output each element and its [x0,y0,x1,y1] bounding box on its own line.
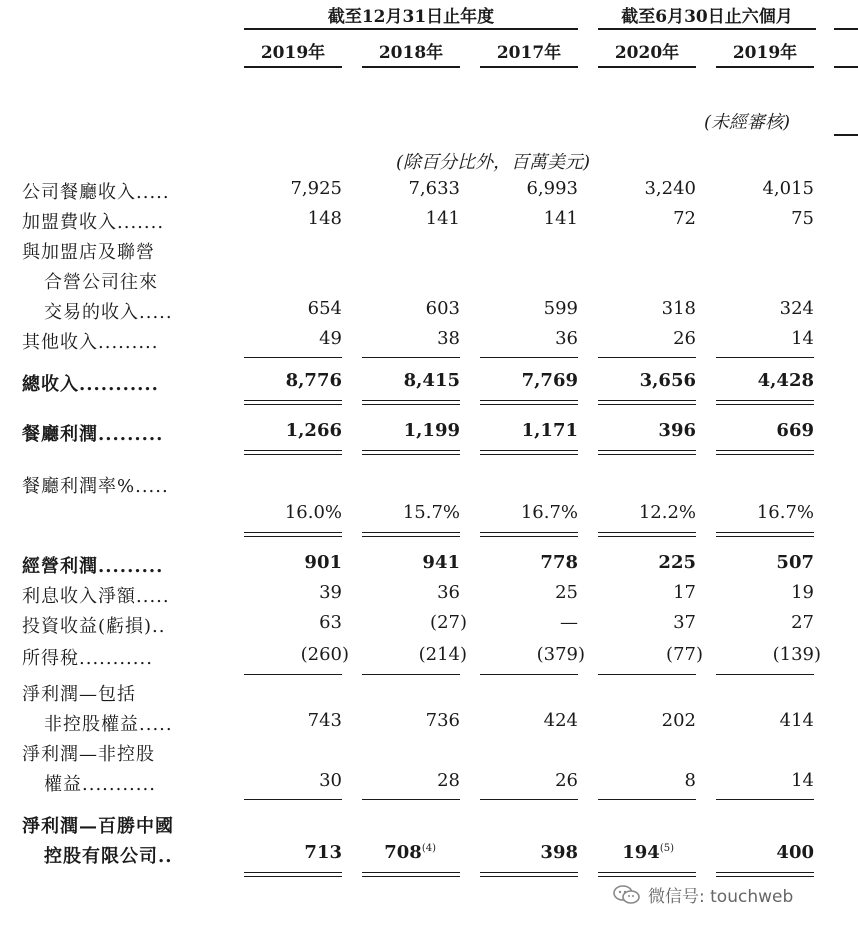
divider [716,872,814,873]
cell: 63 [319,612,342,633]
divider [480,450,578,451]
divider [480,400,578,401]
cell: 7,925 [290,178,342,199]
divider [480,66,578,68]
cell: 743 [307,710,342,731]
cell: 669 [776,420,814,441]
divider [716,532,814,533]
cell: 507 [776,552,814,573]
cell: 28 [437,770,460,791]
cell: 37 [673,612,696,633]
divider [480,404,578,405]
cell: 202 [661,710,696,731]
cell: 16.0% [284,502,342,523]
cell: 30 [319,770,342,791]
divider [598,28,816,30]
divider [598,876,696,877]
footnote-marker[interactable]: (4) [421,843,436,854]
divider [244,404,342,405]
wechat-icon [612,884,642,906]
cell-value: 194 [622,842,660,863]
cell: 75 [791,208,814,229]
divider [716,876,814,877]
cell: 17 [673,582,696,603]
cell: 713 [304,842,342,863]
divider [598,450,696,451]
cell: 4,428 [757,370,814,391]
divider [362,454,460,455]
cell: 15.7% [402,502,460,523]
divider [598,799,696,800]
divider [598,536,696,537]
year-col-4: 2020年 [614,43,680,63]
row-label-operating-profit: 經營利潤......... [22,556,164,577]
divider [362,404,460,405]
cell: 16.7% [756,502,814,523]
cell: 3,240 [644,178,696,199]
divider [716,536,814,537]
cell: 3,656 [639,370,696,391]
cell: 778 [540,552,578,573]
divider [362,532,460,533]
cell: 8,415 [403,370,460,391]
cell: 25 [555,582,578,603]
footnote-marker[interactable]: (5) [659,843,674,854]
row-label-net-income-yum-china-2: 控股有限公司.. [44,846,173,867]
divider [244,876,342,877]
divider [244,357,342,358]
cell: (379) [536,644,585,665]
divider [244,872,342,873]
divider [362,66,460,68]
cell: 26 [555,770,578,791]
cell: 49 [319,328,342,349]
cell-with-footnote [574,842,674,863]
cell: 36 [437,582,460,603]
cell: 141 [543,208,578,229]
row-label-restaurant-margin: 餐廳利潤率%..... [22,476,169,497]
divider [834,134,858,136]
cell: 599 [543,298,578,319]
header-annual: 截至12月31日止年度 [327,7,495,27]
divider [598,404,696,405]
cell: 603 [425,298,460,319]
divider [244,674,342,675]
divider [716,799,814,800]
divider [362,536,460,537]
cell: 1,199 [403,420,460,441]
cell: 19 [791,582,814,603]
cell: 12.2% [638,502,696,523]
divider [598,454,696,455]
divider [716,400,814,401]
cell-value: 708 [384,842,422,863]
divider [244,450,342,451]
divider [244,532,342,533]
cell: 736 [425,710,460,731]
cell: 400 [776,842,814,863]
cell: 4,015 [762,178,814,199]
cell: 324 [779,298,814,319]
row-label-other-revenue: 其他收入......... [22,332,159,353]
year-col-1: 2019年 [260,43,326,63]
cell: 7,769 [521,370,578,391]
cell: 27 [791,612,814,633]
header-half: 截至6月30日止六個月 [621,7,793,27]
row-label-net-income-nci: 淨利潤—非控股 [22,744,155,765]
cell: (27) [430,612,467,633]
year-col-2: 2018年 [378,43,444,63]
divider [834,66,858,68]
divider [716,450,814,451]
cell: 654 [307,298,342,319]
cell: 414 [779,710,814,731]
cell: (260) [300,644,349,665]
cell: 39 [319,582,342,603]
row-label-net-income-incl-nci-2: 非控股權益..... [44,714,173,735]
divider [362,799,460,800]
divider [598,674,696,675]
cell: 72 [673,208,696,229]
divider [480,799,578,800]
divider [598,400,696,401]
divider [362,876,460,877]
cell: 1,266 [285,420,342,441]
cell: — [560,612,578,633]
watermark [612,882,793,907]
cell: 225 [658,552,696,573]
row-label-investment-gain: 投資收益(虧損).. [22,616,166,637]
cell: 396 [658,420,696,441]
row-label-franchisee-revenue: 與加盟店及聯營 [22,242,155,263]
divider [244,28,578,30]
cell: (77) [666,644,703,665]
cell: 26 [673,328,696,349]
divider [362,357,460,358]
row-label-net-income-nci-2: 權益........... [44,774,156,795]
watermark-text: 微信号: touchweb [648,887,794,907]
divider [716,454,814,455]
cell: 14 [791,770,814,791]
row-label-total-revenue: 總收入........... [22,374,159,395]
cell: 8 [684,770,696,791]
row-label-net-income-yum-china: 淨利潤—百勝中國 [22,816,174,837]
divider [480,536,578,537]
cell: 7,633 [408,178,460,199]
divider [480,532,578,533]
divider [834,28,858,30]
cell: 6,993 [526,178,578,199]
cell-with-footnote [336,842,436,863]
cell: 901 [304,552,342,573]
row-label-franchise-fees: 加盟費收入....... [22,212,165,233]
unit-note: (除百分比外，百萬美元) [396,152,591,173]
divider [362,872,460,873]
cell: 1,171 [521,420,578,441]
cell: 941 [422,552,460,573]
row-label-franchisee-revenue-2: 合營公司往來 [44,272,158,293]
divider [244,66,342,68]
divider [244,400,342,401]
cell: 424 [543,710,578,731]
divider [244,454,342,455]
divider [480,357,578,358]
cell: 148 [307,208,342,229]
cell: 8,776 [285,370,342,391]
cell: 14 [791,328,814,349]
unaudited-note: (未經審核) [704,112,791,133]
divider [598,357,696,358]
cell: 398 [540,842,578,863]
row-label-restaurant-profit: 餐廳利潤......... [22,424,164,445]
divider [598,66,696,68]
divider [244,536,342,537]
cell: 141 [425,208,460,229]
cell: (214) [418,644,467,665]
cell: 318 [661,298,696,319]
row-label-company-restaurant-revenue: 公司餐廳收入..... [22,182,170,203]
divider [598,872,696,873]
divider [362,450,460,451]
divider [716,404,814,405]
row-label-net-income-incl-nci: 淨利潤—包括 [22,684,136,705]
year-col-5: 2019年 [732,43,798,63]
row-label-interest-income: 利息收入淨額..... [22,586,170,607]
divider [244,799,342,800]
cell: (139) [772,644,821,665]
divider [716,357,814,358]
row-label-franchisee-revenue-3: 交易的收入..... [44,302,173,323]
divider [480,872,578,873]
divider [716,674,814,675]
cell: 38 [437,328,460,349]
divider [362,674,460,675]
divider [480,674,578,675]
row-label-income-tax: 所得稅........... [22,648,153,669]
divider [480,876,578,877]
divider [598,532,696,533]
cell: 36 [555,328,578,349]
cell: 16.7% [520,502,578,523]
divider [362,400,460,401]
year-col-3: 2017年 [496,43,562,63]
divider [716,66,814,68]
divider [480,454,578,455]
